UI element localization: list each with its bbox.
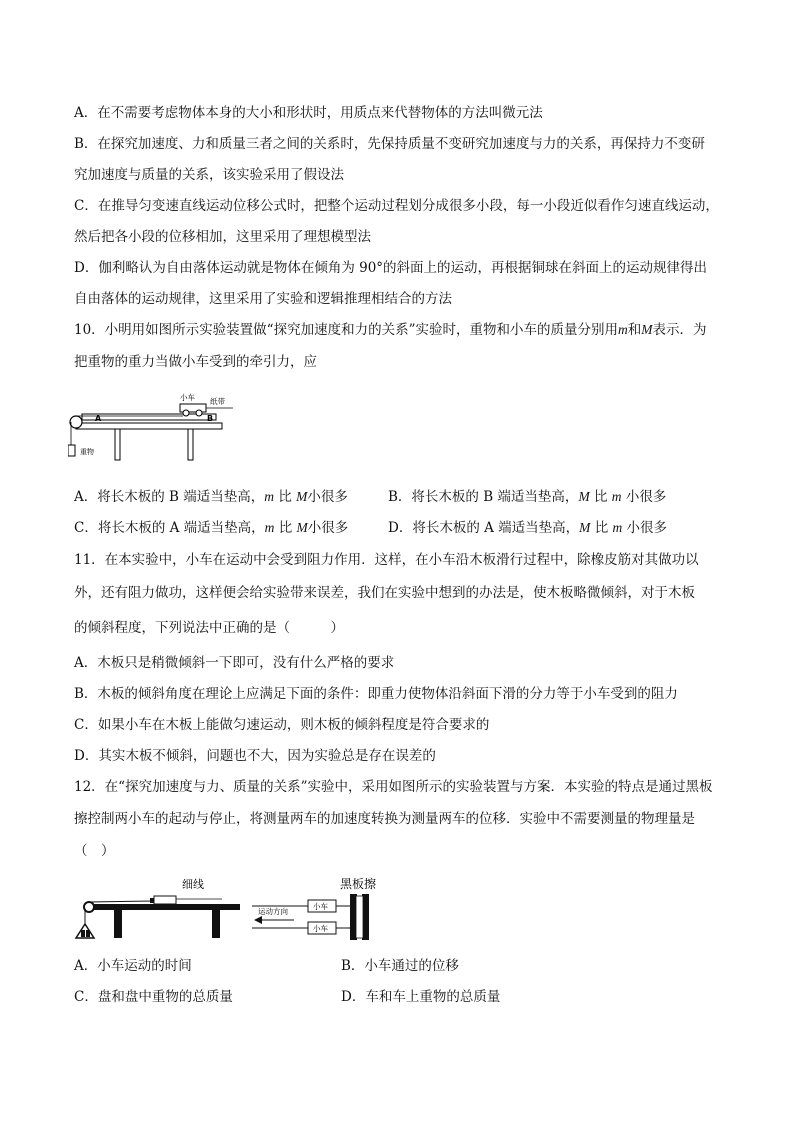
q11-option-b: B．木板的倾斜角度在理论上应满足下面的条件：即重力使物体沿斜面下滑的分力等于小车受到的阻力 [74, 686, 678, 702]
table-leg-left [115, 429, 120, 460]
q10-option-d: D．将长木板的 A 端适当垫高，M 比 m 小很多 [388, 520, 668, 536]
pulley [70, 416, 82, 428]
q9-option-b-line2: 究加速度与质量的关系，该实验采用了假设法 [74, 167, 344, 183]
label-weight: 重物 [80, 448, 94, 456]
q12-stem-line2: 擦控制两小车的起动与停止，将测量两车的加速度转换为测量两车的位移．实验中不需要测量的物理量是 [74, 811, 695, 827]
q9-option-b-line1: B．在探究加速度、力和质量三者之间的关系时，先保持质量不变研究加速度与力的关系，再保持力不变研 [74, 136, 705, 152]
q10-stem-line2: 把重物的重力当做小车受到的牵引力，应 [74, 354, 317, 370]
table-leg-left [114, 910, 122, 938]
q9-option-d-line2: 自由落体的运动规律，这里采用了实验和逻辑推理相结合的方法 [74, 291, 452, 307]
label-car1: 小车 [313, 902, 328, 911]
q10-stem-line1: 10．小明用如图所示实验装置做“探究加速度和力的关系”实验时，重物和小车的质量分别用m和M表示．为 [74, 322, 707, 338]
label-tape: 纸带 [210, 397, 225, 406]
q12-option-a: A．小车运动的时间 [74, 958, 192, 974]
q11-option-c: C．如果小车在木板上能做匀速运动，则木板的倾斜程度是符合要求的 [74, 717, 490, 733]
q12-option-c: C．盘和盘中重物的总质量 [74, 989, 233, 1005]
q11-option-d: D．其实木板不倾斜，问题也不大，因为实验总是存在误差的 [74, 748, 436, 764]
q12-stem-line1: 12．在“探究加速度与力、质量的关系”实验中，采用如图所示的实验装置与方案．本实验的特点是通过黑板 [74, 779, 713, 795]
q12-apparatus-figure [72, 872, 392, 944]
q10-apparatus-figure [68, 390, 238, 462]
label-a: A [95, 414, 102, 423]
q9-option-c-line2: 然后把各小段的位移相加，这里采用了理想模型法 [74, 229, 371, 245]
table-top [76, 423, 222, 429]
q10-option-b: B．将长木板的 B 端适当垫高，M 比 m 小很多 [388, 489, 667, 505]
label-eraser: 黑板擦 [340, 877, 377, 891]
q10-option-a: A．将长木板的 B 端适当垫高，m 比 M小很多 [74, 489, 348, 505]
table-top [86, 904, 240, 910]
label-b: B [207, 414, 214, 423]
q12-stem-line3: （ ） [74, 843, 115, 859]
q12-option-b: B．小车通过的位移 [341, 958, 459, 974]
cart [154, 896, 176, 904]
q12-option-d: D．车和车上重物的总质量 [341, 989, 501, 1005]
q11-stem-line1: 11．在本实验中，小车在运动中会受到阻力作用．这样，在小车沿木板滑行过程中，除橡皮筋对其做功以 [74, 552, 699, 568]
label-car: 小车 [180, 393, 195, 402]
board [82, 414, 216, 420]
q10-option-c: C．将长木板的 A 端适当垫高，m 比 M小很多 [74, 520, 349, 536]
table-leg-right [188, 429, 193, 460]
label-string: 细线 [182, 878, 204, 891]
q11-stem-line2: 外，还有阻力做功，这样便会给实验带来误差，我们在实验中想到的办法是，使木板略微倾斜，对于木板 [74, 585, 695, 601]
q9-option-c-line1: C．在推导匀变速直线运动位移公式时，把整个运动过程划分成很多小段，每一小段近似看作匀速直线运动， [74, 198, 719, 214]
q11-stem-line3: 的倾斜程度，下列说法中正确的是（ ） [74, 620, 344, 636]
q9-option-d-line1: D．伽利略认为自由落体运动就是物体在倾角为 90°的斜面上的运动，再根据铜球在斜面上的运动规律得出 [74, 260, 708, 276]
q11-option-a: A．木板只是稍微倾斜一下即可，没有什么严格的要求 [74, 655, 395, 671]
label-direction: 运动方向 [258, 907, 288, 916]
table-leg-right [212, 910, 220, 938]
q9-option-a: A．在不需要考虑物体本身的大小和形状时，用质点来代替物体的方法叫微元法 [74, 105, 543, 121]
label-car2: 小车 [313, 924, 328, 933]
hanging-weight [68, 445, 75, 456]
